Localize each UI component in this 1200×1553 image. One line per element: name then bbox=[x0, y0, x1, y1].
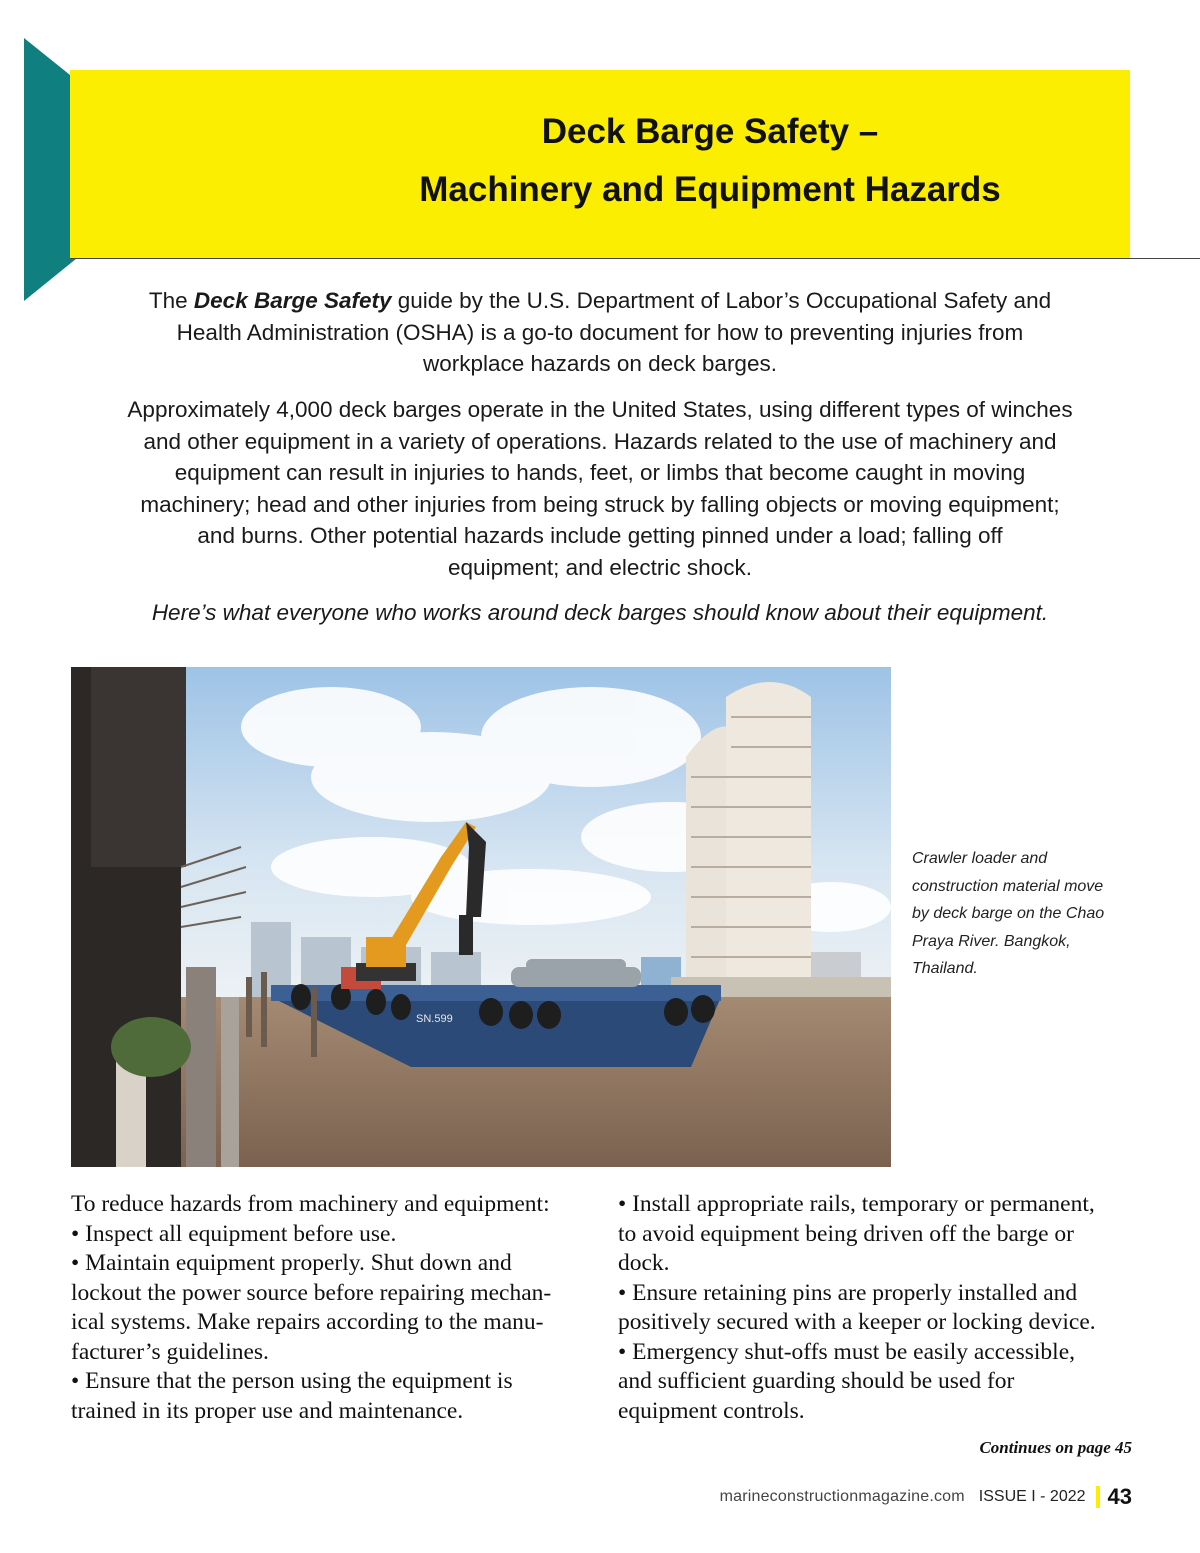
caption-line-3: by deck barge on the Chao bbox=[912, 905, 1105, 922]
page-title-line-2: Machinery and Equipment Hazards bbox=[419, 170, 1001, 209]
intro-p2-line-4: machinery; head and other injuries from being struck by falling objects or moving equipment; bbox=[140, 491, 1060, 517]
continues-note: Continues on page 45 bbox=[979, 1438, 1132, 1457]
intro-p3-text: Here’s what everyone who works around deck barges should know about their equipment. bbox=[151, 600, 1049, 625]
left-line-8: trained in its proper use and maintenance. bbox=[71, 1397, 464, 1424]
right-line-2: to avoid equipment being driven off the barge or bbox=[618, 1220, 1074, 1247]
page-title-line-1: Deck Barge Safety – bbox=[541, 112, 879, 151]
caption-line-2: construction material move bbox=[912, 877, 1104, 895]
intro-p2-line-6: equipment; and electric shock. bbox=[448, 554, 752, 580]
caption-line-4: Praya River. Bangkok, bbox=[912, 932, 1071, 950]
body-column-right bbox=[618, 1190, 1138, 1426]
right-line-7: and sufficient guarding should be used for bbox=[618, 1368, 1015, 1394]
intro-p1-lead: The bbox=[148, 288, 194, 313]
footer-issue: ISSUE I - 2022 bbox=[978, 1488, 1086, 1505]
right-line-6: • Emergency shut-offs must be easily accessible, bbox=[618, 1338, 1075, 1365]
intro-paragraph-1 bbox=[70, 285, 1130, 380]
footer-divider bbox=[1096, 1486, 1100, 1508]
right-line-8: equipment controls. bbox=[618, 1397, 805, 1424]
right-line-5: positively secured with a keeper or locking device. bbox=[618, 1309, 1096, 1335]
body-column-left bbox=[71, 1190, 591, 1426]
left-line-4: lockout the power source before repairing mechan- bbox=[71, 1279, 552, 1306]
intro-paragraph-3 bbox=[70, 597, 1130, 629]
left-line-6: facturer’s guidelines. bbox=[71, 1338, 269, 1365]
left-line-7: • Ensure that the person using the equipment is bbox=[71, 1368, 513, 1394]
guide-title-emphasis: Deck Barge Safety bbox=[193, 288, 392, 313]
left-line-5: ical systems. Make repairs according to the manu- bbox=[71, 1309, 544, 1335]
intro-p2-line-5: and burns. Other potential hazards include getting pinned under a load; falling off bbox=[197, 523, 1003, 548]
photo-caption bbox=[912, 845, 1142, 983]
intro-p2-line-1: Approximately 4,000 deck barges operate in the United States, using different types of winches bbox=[127, 397, 1073, 422]
right-line-4: • Ensure retaining pins are properly installed and bbox=[618, 1279, 1078, 1306]
title-banner bbox=[70, 70, 1130, 258]
intro-paragraph-2 bbox=[70, 394, 1130, 583]
right-line-1: • Install appropriate rails, temporary or permanent, bbox=[618, 1191, 1095, 1217]
left-line-2: • Inspect all equipment before use. bbox=[71, 1220, 397, 1247]
deck-barge-photo bbox=[71, 667, 891, 1167]
intro-p2-line-3: equipment can result in injuries to hands, feet, or limbs that become caught in moving bbox=[174, 460, 1026, 485]
page-footer bbox=[720, 1484, 1132, 1510]
footer-website[interactable]: marineconstructionmagazine.com bbox=[719, 1488, 965, 1505]
intro-p1-line-3: workplace hazards on deck barges. bbox=[423, 351, 777, 376]
caption-line-1: Crawler loader and bbox=[912, 850, 1048, 867]
left-line-1: To reduce hazards from machinery and equipment: bbox=[71, 1191, 550, 1217]
intro-p1-rest: guide by the U.S. Department of Labor’s Occupational Safety and bbox=[391, 288, 1052, 313]
right-line-3: dock. bbox=[618, 1250, 670, 1276]
page-number: 43 bbox=[1107, 1484, 1132, 1509]
caption-line-5: Thailand. bbox=[912, 960, 978, 977]
left-line-3: • Maintain equipment properly. Shut down and bbox=[71, 1250, 512, 1276]
intro-p1-line-2: Health Administration (OSHA) is a go-to document for how to preventing injuries from bbox=[176, 319, 1024, 345]
header-rule bbox=[70, 258, 1200, 259]
barge-marking: SN.599 bbox=[416, 1013, 453, 1025]
intro-p1-line-1 bbox=[90, 285, 1110, 317]
intro-p2-line-2: and other equipment in a variety of operations. Hazards related to the use of machinery and bbox=[143, 428, 1057, 454]
